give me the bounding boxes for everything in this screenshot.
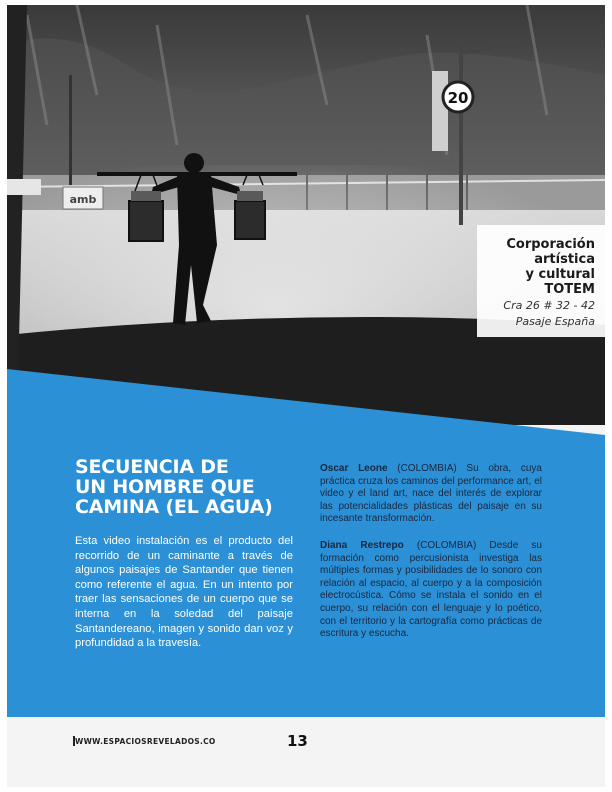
title-line: CAMINA (EL AGUA) bbox=[75, 496, 273, 518]
amb-sign-text: amb bbox=[69, 193, 97, 206]
venue-name-line: Corporación bbox=[506, 237, 595, 252]
venue-address-line: Cra 26 # 32 - 42 bbox=[503, 299, 595, 312]
location-card bbox=[477, 225, 605, 337]
artist-text: (COLOMBIA) Desde su formación como percusionista investiga las múltiples formas y posibilidades de lo sonoro con relación al espacio, al cuerpo y a la composición electrocústica. Cómo se instala el sonido en el cuerpo, su relación con el lenguaje y lo poético, con el territorio y la cartografía como prácticas de escritura y escucha. bbox=[320, 539, 542, 640]
speed-sign-text: 20 bbox=[447, 89, 469, 107]
venue-name-line: y cultural bbox=[525, 267, 595, 282]
page-number: 13 bbox=[287, 732, 308, 750]
venue-name-line: TOTEM bbox=[544, 282, 595, 297]
magazine-page bbox=[7, 5, 605, 787]
title-line: SECUENCIA DE bbox=[75, 456, 229, 478]
artist-text: (COLOMBIA) Su obra, cuya práctica cruza los caminos del performance art, el video y el land art, nace del interés de explorar las potencialidades plásticas del paisaje en su incesante transformación. bbox=[320, 463, 542, 525]
artist-name: Diana Restrepo bbox=[320, 539, 404, 551]
artist-bio bbox=[320, 540, 542, 641]
title-line: UN HOMBRE QUE bbox=[75, 476, 255, 498]
article-body: Esta video instalación es el producto del recorrido de un caminante a través de algunos paisajes de Santander que tienen como referente el agua. En un intento por traer las sensaciones de un cuerpo que se interna en la soledad del paisaje Santandereano, imagen y sonido dan voz y profundidad a la travesía. bbox=[75, 535, 293, 650]
article-title bbox=[75, 457, 305, 517]
venue-name-line: artística bbox=[534, 252, 595, 267]
artist-name: Oscar Leone bbox=[320, 463, 388, 474]
artist-bio bbox=[320, 463, 542, 526]
footer-url: WWW.ESPACIOSREVELADOS.CO bbox=[75, 737, 216, 746]
venue-address-line: Pasaje España bbox=[515, 315, 595, 328]
artists-column bbox=[320, 463, 542, 655]
